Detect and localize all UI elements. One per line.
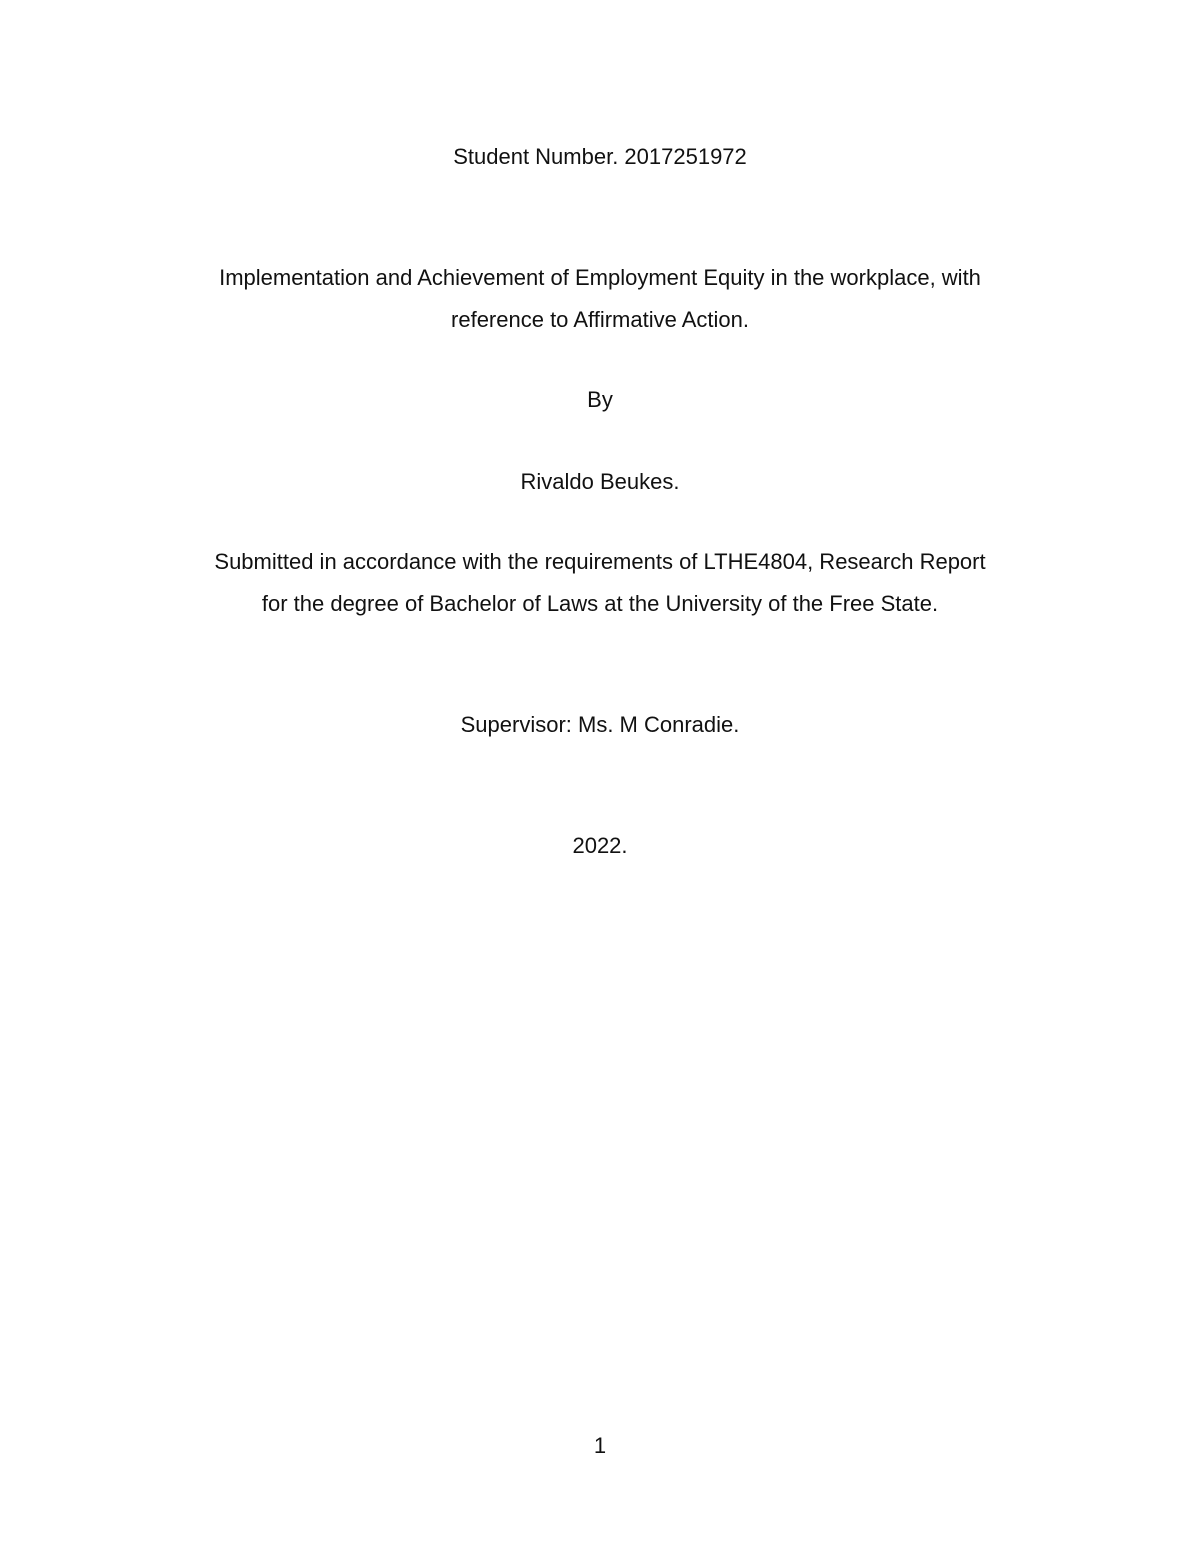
page-number: 1: [593, 1433, 607, 1458]
title-line-2: reference to Affirmative Action.: [451, 307, 749, 332]
submission-line-1: Submitted in accordance with the requirements of LTHE4804, Research Report: [214, 549, 986, 574]
title-line-1: Implementation and Achievement of Employment Equity in the workplace, with: [219, 265, 981, 290]
supervisor: Supervisor: Ms. M Conradie.: [460, 712, 740, 737]
year: 2022.: [572, 833, 628, 858]
submission-line-2: for the degree of Bachelor of Laws at the University of the Free State.: [261, 591, 939, 616]
by-label: By: [587, 387, 613, 412]
student-number: Student Number. 2017251972: [453, 144, 747, 169]
author-name: Rivaldo Beukes.: [520, 469, 680, 494]
